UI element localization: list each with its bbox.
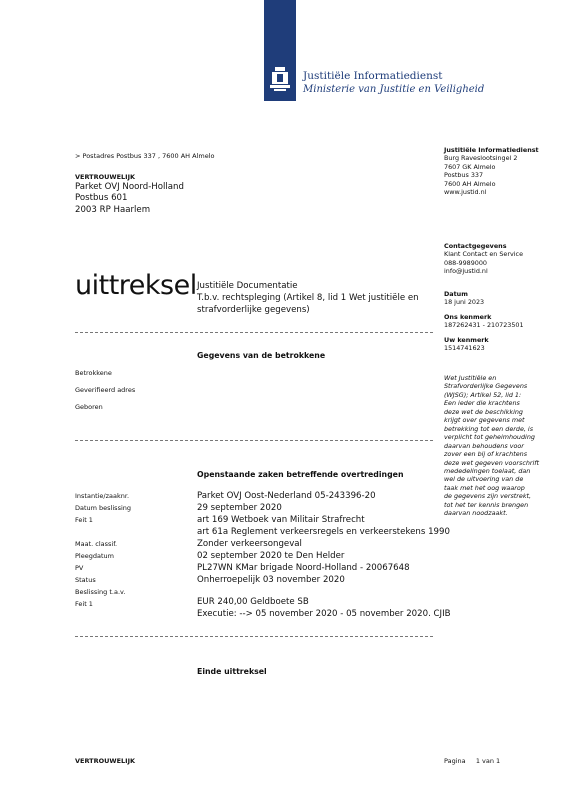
legal-note-line: krijgt over gegevens met [444,416,525,425]
contact-email: info@justid.nl [444,267,488,276]
divider [75,636,433,637]
value-offense-2: art 61a Reglement verkeersregels en verkeerstekens 1990 [197,527,450,537]
divider [75,332,433,333]
legal-note-line: wel de uitvoering van de [444,475,524,484]
divider [75,440,433,441]
sidebar-your-ref [444,336,489,353]
field-label-offense-2: Feit 1 [75,600,93,608]
value-offense-1: art 169 Wetboek van Militair Strafrecht [197,515,365,525]
postal-line: > Postadres Postbus 337 , 7600 AH Almelo [75,152,215,160]
recipient-line: Postbus 601 [75,193,128,204]
sidebar-sender [444,146,539,196]
field-label-offense-date: Pleegdatum [75,552,114,560]
org-name-line2: Ministerie van Justitie en Veiligheid [303,84,485,95]
legal-note-line: taak met het oog waarop [444,483,525,492]
your-ref-heading: Uw kenmerk [444,336,489,344]
legal-note-line: deze wet gegeven voorschrift [444,458,540,467]
legal-note-line: daarvan behoudens voor [444,441,524,450]
section-heading-cases: Openstaande zaken betreffende overtredingen [197,470,404,479]
value-offense-date: 02 september 2020 te Den Helder [197,551,345,561]
contact-phone: 088-9989000 [444,258,487,267]
field-label-born: Geboren [75,403,103,411]
legal-note-line: tot het ter kennis brengen [444,500,529,509]
value-pv: PL27WN KMar brigade Noord-Holland - 20067648 [197,563,410,573]
sidebar-address-line: Burg Raveslootsingel 2 [444,154,518,163]
field-label-instance: Instantie/zaaknr. [75,492,130,500]
sidebar-address-line: 7607 GK Almelo [444,162,496,171]
value-status: Onherroepelijk 03 november 2020 [197,575,345,585]
value-classification: Zonder verkeersongeval [197,539,302,549]
contact-line: Klant Contact en Service [444,250,523,259]
legal-note-line: zover een bij of krachtens [444,450,528,459]
subtitle-line: Justitiële Documentatie [197,281,298,291]
field-label-offense: Feit 1 [75,516,93,524]
legal-note-line: mededelingen toelaat, dan [444,466,531,475]
legal-note-line: Een ieder die krachtens [444,399,520,408]
subtitle-line: strafvorderlijke gegevens) [197,305,310,315]
value-instance: Parket OVJ Oost-Nederland 05-243396-20 [197,491,376,501]
recipient-address [75,182,184,216]
sidebar-address-line: 7600 AH Almelo [444,179,496,188]
page-number [444,757,500,765]
field-label-betrokkene: Betrokkene [75,369,112,377]
value-decision-date: 29 september 2020 [197,503,282,513]
legal-note-line: betrekking tot een derde, is [444,424,534,433]
sidebar-contact [444,242,523,276]
page-label: Pagina [444,757,466,765]
field-label-address: Geverifieerd adres [75,386,136,394]
legal-note-line: daarvan noodzaakt. [444,509,508,518]
legal-note-line: (WJSG); Artikel 52, lid 1: [444,390,522,399]
field-label-decision-date: Datum beslissing [75,504,132,512]
document-subtitle [197,280,419,316]
recipient-line: Parket OVJ Noord-Holland [75,182,184,192]
sidebar-org-name: Justitiële Informatiedienst [444,146,539,154]
page-value: 1 van 1 [475,757,501,765]
value-fine: EUR 240,00 Geldboete SB [197,597,309,607]
sidebar-date [444,290,484,307]
legal-note-line: verplicht tot geheimhouding [444,433,535,442]
subtitle-line: T.b.v. rechtspleging (Artikel 8, lid 1 Wet justitiële en [197,293,419,303]
your-ref-value: 1514741623 [444,344,485,353]
date-heading: Datum [444,290,468,298]
footer-confidential: VERTROUWELIJK [75,757,136,765]
confidential-label: VERTROUWELIJK [75,173,136,181]
section-heading-person: Gegevens van de betrokkene [197,351,326,360]
field-label-decision-regarding: Beslissing t.a.v. [75,588,126,596]
field-label-pv: PV [75,564,84,572]
sidebar-website: www.justid.nl [444,188,487,197]
date-value: 18 juni 2023 [444,298,485,307]
sidebar-our-ref [444,313,524,330]
document-title: uittreksel [75,270,197,301]
field-label-status: Status [75,576,96,584]
legal-note [444,374,539,518]
end-of-extract: Einde uittreksel [197,667,267,676]
contact-heading: Contactgegevens [444,242,507,250]
sidebar-address-line: Postbus 337 [444,171,484,180]
value-execution: Executie: --> 05 november 2020 - 05 november 2020. CJIB [197,609,451,619]
our-ref-value: 187262431 - 210723501 [444,321,524,330]
legal-note-line: Strafvorderlijke Gegevens [444,382,528,391]
legal-note-line: de gegevens zijn verstrekt, [444,492,532,501]
org-name-line1: Justitiële Informatiedienst [303,70,443,82]
recipient-line: 2003 RP Haarlem [75,204,151,215]
our-ref-heading: Ons kenmerk [444,313,492,321]
legal-note-line: Wet Justitiële en [444,374,497,382]
legal-note-line: deze wet de beschikking [444,407,523,416]
field-label-classification: Maat. classif. [75,540,118,548]
crest-icon [268,66,292,92]
